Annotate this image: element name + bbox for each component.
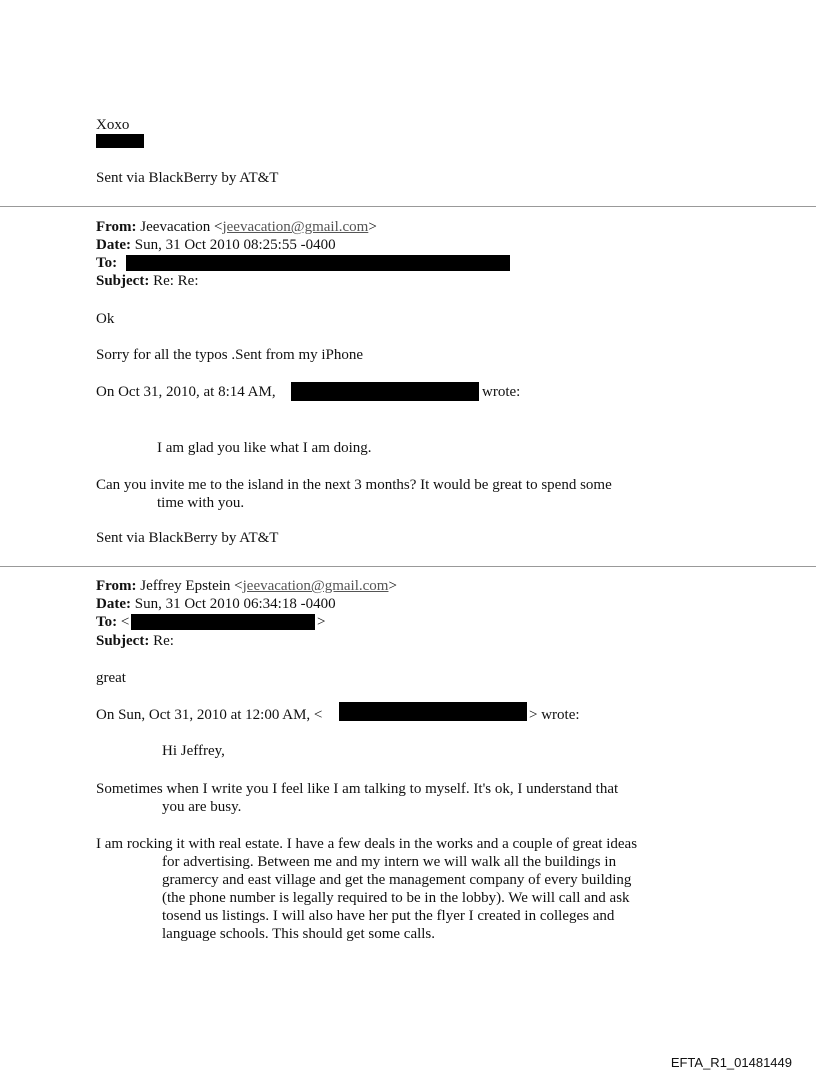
email2-para-line: you are busy. bbox=[162, 799, 242, 815]
subject-value: Re: bbox=[153, 633, 174, 649]
from-email-link[interactable]: jeevacation@gmail.com bbox=[222, 219, 369, 235]
email2-para-line: I am rocking it with real estate. I have a few deals in the works and a couple of great ideas bbox=[96, 836, 638, 852]
email1-date-line bbox=[96, 236, 336, 254]
email2-quote-wrote: > wrote: bbox=[529, 707, 580, 723]
redaction-bar bbox=[96, 134, 144, 148]
date-value: Sun, 31 Oct 2010 06:34:18 -0400 bbox=[134, 596, 336, 612]
email2-greeting: Hi Jeffrey, bbox=[162, 743, 225, 759]
email2-para-line: gramercy and east village and get the management company of every building bbox=[162, 872, 632, 888]
from-name: Jeevacation < bbox=[140, 219, 223, 235]
email2-to-line bbox=[96, 613, 129, 631]
from-email-link[interactable]: jeevacation@gmail.com bbox=[242, 578, 389, 594]
to-label: To: bbox=[96, 614, 118, 630]
redaction-bar bbox=[126, 255, 510, 271]
redaction-bar bbox=[131, 614, 315, 630]
email1-quote-line: I am glad you like what I am doing. bbox=[157, 440, 372, 456]
email2-date-line bbox=[96, 595, 336, 613]
email2-quote-intro: On Sun, Oct 31, 2010 at 12:00 AM, < bbox=[96, 707, 323, 723]
email1-quote-wrote: wrote: bbox=[482, 384, 521, 400]
redaction-bar bbox=[339, 702, 527, 721]
email1-quote-intro: On Oct 31, 2010, at 8:14 AM, bbox=[96, 384, 276, 400]
subject-label: Subject: bbox=[96, 633, 150, 649]
from-name: Jeffrey Epstein < bbox=[140, 578, 243, 594]
from-label: From: bbox=[96, 578, 137, 594]
email1-subject-line bbox=[96, 272, 199, 290]
email2-para-line: Sometimes when I write you I feel like I am talking to myself. It's ok, I understand that bbox=[96, 781, 619, 797]
email2-para-line: tosend us listings. I will also have her put the flyer I created in colleges and bbox=[162, 908, 615, 924]
to-open: < bbox=[120, 614, 130, 630]
subject-value: Re: Re: bbox=[153, 273, 199, 289]
email2-body-great: great bbox=[96, 670, 126, 686]
email1-quote-line: time with you. bbox=[157, 495, 245, 511]
email-separator bbox=[0, 206, 816, 207]
email1-to-line bbox=[96, 254, 117, 272]
email1-body-ok: Ok bbox=[96, 311, 115, 327]
document-id: EFTA_R1_01481449 bbox=[670, 1055, 792, 1070]
subject-label: Subject: bbox=[96, 273, 150, 289]
signoff-text: Xoxo bbox=[96, 117, 130, 133]
redaction-bar bbox=[291, 382, 479, 401]
to-label: To: bbox=[96, 255, 118, 271]
email2-para-line: for advertising. Between me and my intern we will walk all the buildings in bbox=[162, 854, 617, 870]
from-label: From: bbox=[96, 219, 137, 235]
from-close: > bbox=[388, 578, 397, 594]
sent-via-text: Sent via BlackBerry by AT&T bbox=[96, 170, 279, 186]
email2-from-line bbox=[96, 577, 397, 595]
email2-para-line: (the phone number is legally required to be in the lobby). We will call and ask bbox=[162, 890, 630, 906]
email1-quote-line: Can you invite me to the island in the next 3 months? It would be great to spend some bbox=[96, 477, 612, 493]
email1-body-typos: Sorry for all the typos .Sent from my iPhone bbox=[96, 347, 364, 363]
from-close: > bbox=[368, 219, 377, 235]
email2-para-line: language schools. This should get some calls. bbox=[162, 926, 436, 942]
date-label: Date: bbox=[96, 596, 131, 612]
sent-via-text: Sent via BlackBerry by AT&T bbox=[96, 530, 279, 546]
date-label: Date: bbox=[96, 237, 131, 253]
date-value: Sun, 31 Oct 2010 08:25:55 -0400 bbox=[134, 237, 336, 253]
email1-from-line bbox=[96, 218, 377, 236]
email-separator bbox=[0, 566, 816, 567]
to-close: > bbox=[317, 614, 326, 630]
email2-subject-line bbox=[96, 632, 174, 650]
